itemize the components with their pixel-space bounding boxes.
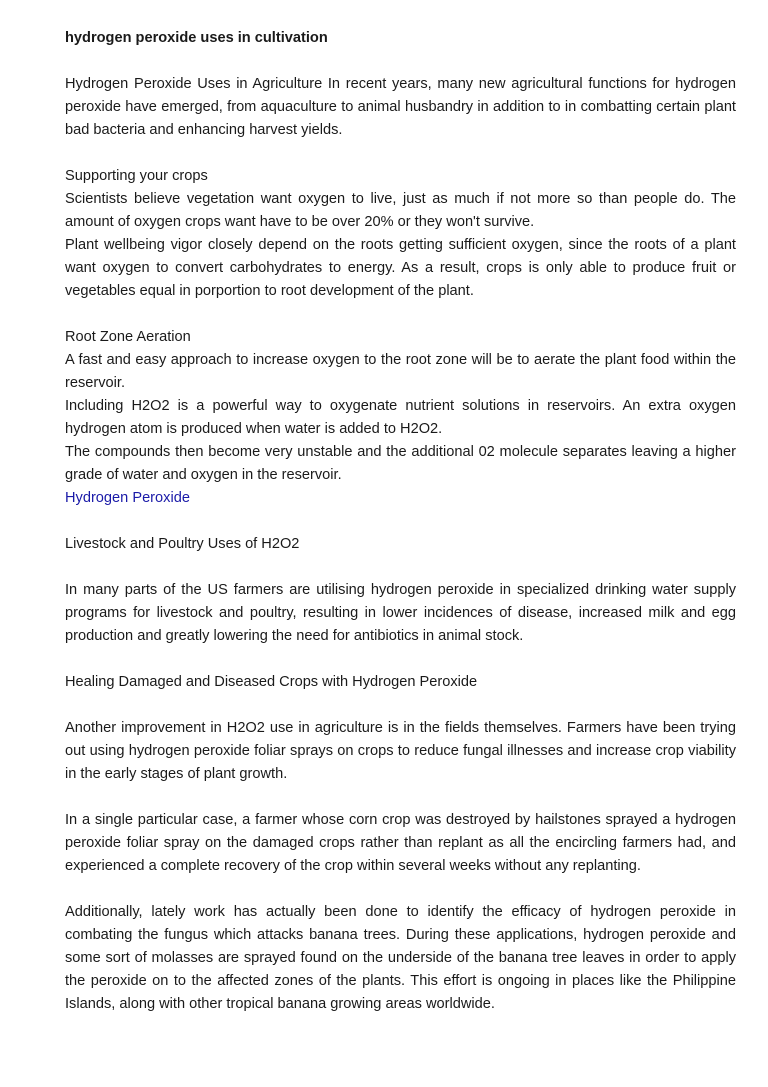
healing-paragraph-2: In a single particular case, a farmer whose corn crop was destroyed by hailstones sprayed a hydrogen peroxide foliar spray on the damaged crops rather than replant as all the encircling farmers had, and experienced a complete recovery of the crop within several weeks without any replanting. <box>65 812 736 874</box>
livestock-heading: Livestock and Poultry Uses of H2O2 <box>65 536 300 552</box>
aeration-paragraph-3: The compounds then become very unstable and the additional 02 molecule separates leaving a higher grade of water and oxygen in the reservoir. <box>65 444 736 483</box>
healing-paragraph-1: Another improvement in H2O2 use in agriculture is in the fields themselves. Farmers have been trying out using hydrogen peroxide foliar sprays on crops to reduce fungal illnesses and increase crop viability in the early stages of plant growth. <box>65 720 736 782</box>
aeration-paragraph-2: Including H2O2 is a powerful way to oxygenate nutrient solutions in reservoirs. An extra oxygen hydrogen atom is produced when water is added to H2O2. <box>65 398 736 437</box>
aeration-paragraph-1: A fast and easy approach to increase oxygen to the root zone will be to aerate the plant food within the reservoir. <box>65 352 736 391</box>
livestock-paragraph: In many parts of the US farmers are utilising hydrogen peroxide in specialized drinking water supply programs for livestock and poultry, resulting in lower incidences of disease, increased milk and egg production and greatly lowering the need for antibiotics in animal stock. <box>65 582 736 644</box>
hydrogen-peroxide-link[interactable]: Hydrogen Peroxide <box>65 490 190 506</box>
supporting-heading: Supporting your crops <box>65 168 208 184</box>
document-title: hydrogen peroxide uses in cultivation <box>65 30 328 46</box>
supporting-paragraph-1: Scientists believe vegetation want oxygen to live, just as much if not more so than people do. The amount of oxygen crops want have to be over 20% or they won't survive. <box>65 191 736 230</box>
intro-paragraph: Hydrogen Peroxide Uses in Agriculture In recent years, many new agricultural functions for hydrogen peroxide have emerged, from aquaculture to animal husbandry in addition to in combatting certain plant bad bacteria and enhancing harvest yields. <box>65 76 736 138</box>
supporting-paragraph-2: Plant wellbeing vigor closely depend on the roots getting sufficient oxygen, since the roots of a plant want oxygen to convert carbohydrates to energy. As a result, crops is only able to produce fruit or vegetables equal in porportion to root development of the plant. <box>65 237 736 299</box>
healing-heading: Healing Damaged and Diseased Crops with Hydrogen Peroxide <box>65 674 478 690</box>
aeration-heading: Root Zone Aeration <box>65 329 191 345</box>
document-page <box>65 27 736 1016</box>
healing-paragraph-3: Additionally, lately work has actually been done to identify the efficacy of hydrogen peroxide in combating the fungus which attacks banana trees. During these applications, hydrogen peroxide and some sort of molasses are sprayed found on the underside of the banana tree leaves in order to apply the peroxide on to the affected zones of the plants. This effort is ongoing in places like the Philippine Islands, along with other tropical banana growing areas worldwide. <box>65 904 736 1012</box>
